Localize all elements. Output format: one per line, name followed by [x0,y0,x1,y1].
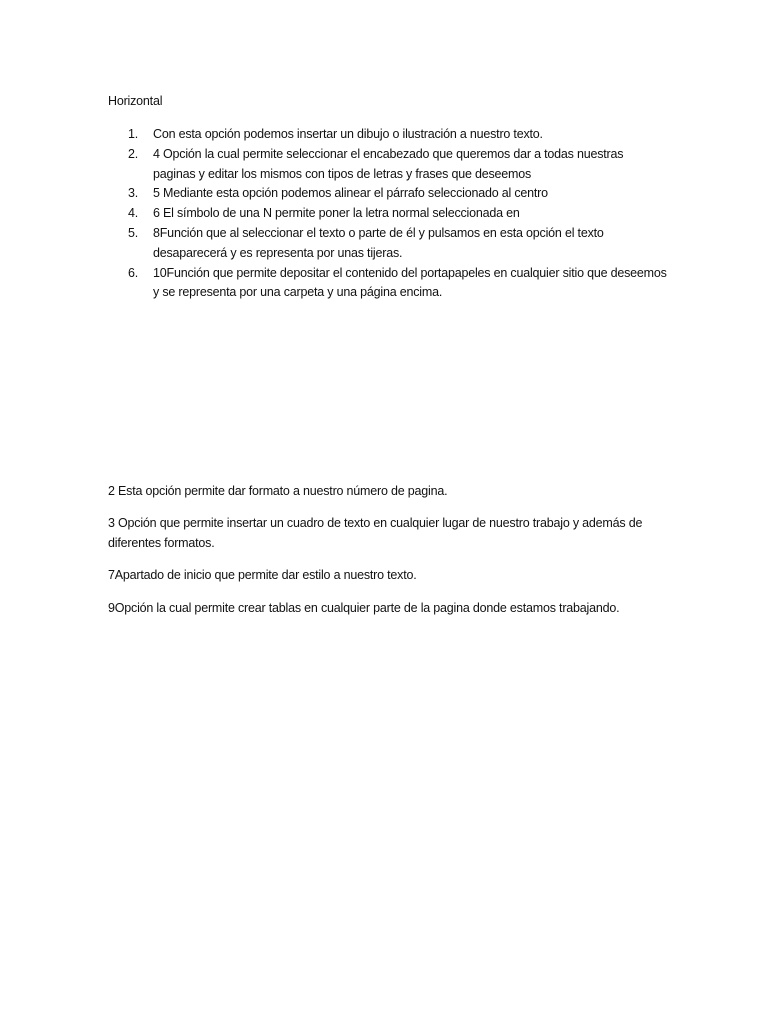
list-item [108,145,668,185]
list-number: 6. [128,265,139,280]
list-item [108,224,668,264]
list-number: 4. [128,206,139,221]
list-text: 8Función que al seleccionar el texto o parte de él y pulsamos en esta opción el texto desaparecerá y es representa por unas tijeras. [153,225,604,260]
list-text: 5 Mediante esta opción podemos alinear el párrafo seleccionado al centro [153,186,548,201]
list-number: 2. [128,146,139,161]
heading: Horizontal [108,94,163,108]
list-number: 3. [128,186,139,201]
list-text: 4 Opción la cual permite seleccionar el encabezado que queremos dar a todas nuestras paginas y editar los mismos con tipos de letras y frases que deseemos [153,146,624,181]
list-number: 1. [128,127,139,141]
list-item [108,184,668,204]
list-number: 5. [128,225,139,240]
list-item [108,125,668,145]
paragraph: 3 Opción que permite insertar un cuadro de texto en cualquier lugar de nuestro trabajo y además de diferentes formatos. [108,516,643,551]
list-item [108,204,668,224]
paragraph: 7Apartado de inicio que permite dar estilo a nuestro texto. [108,568,417,583]
numbered-list [108,125,668,303]
paragraph-section [108,482,668,631]
list-text: 10Función que permite depositar el contenido del portapapeles en cualquier sitio que deseemos y se representa por una carpeta y una página encima. [153,265,667,300]
paragraph: 9Opción la cual permite crear tablas en cualquier parte de la pagina donde estamos trabajando. [108,600,620,615]
paragraph: 2 Esta opción permite dar formato a nuestro número de pagina. [108,484,448,498]
list-text: Con esta opción podemos insertar un dibujo o ilustración a nuestro texto. [153,127,543,141]
list-item [108,264,668,304]
list-text: 6 El símbolo de una N permite poner la letra normal seleccionada en [153,206,520,221]
